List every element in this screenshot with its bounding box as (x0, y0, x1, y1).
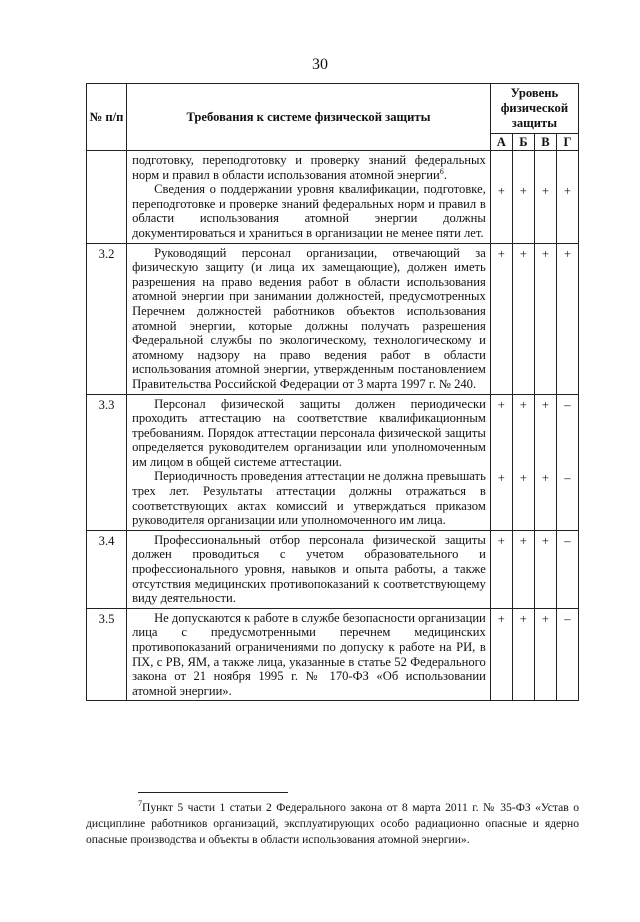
footnote-ref: 6 (439, 166, 444, 176)
level-mark: + (497, 247, 505, 262)
level-mark: + (519, 612, 527, 627)
level-mark-cell (512, 394, 534, 530)
level-mark: + (519, 183, 527, 198)
requirement-paragraph (132, 469, 486, 527)
table-row (87, 394, 579, 530)
table-row (87, 151, 579, 244)
level-mark: + (519, 247, 527, 262)
level-mark-cell (512, 151, 534, 244)
level-mark-cell (534, 394, 556, 530)
row-number: 3.2 (87, 243, 127, 394)
paragraph-text: Сведения о поддержании уровня квалификации, подготовке, переподготовке и проверке знаний федеральных норм и правил в области использования атомной энергии должны документироваться и храниться в организации не менее пяти лет. (132, 182, 486, 240)
level-mark-cell (490, 530, 512, 608)
footnote-text: Пункт 5 части 1 статьи 2 Федерального закона от 8 марта 2011 г. № 35-ФЗ «Устав о дисциплине работников организаций, эксплуатирующих особо радиационно опасные и ядерно опасные производства и объекты в области использования атомной энергии». (86, 801, 579, 846)
level-mark-cell (490, 151, 512, 244)
requirement-paragraph (132, 533, 486, 606)
level-mark-cell (556, 608, 578, 701)
paragraph-text: подготовку, переподготовку и проверку знаний федеральных норм и правил в области использования атомной энергии (132, 153, 486, 182)
requirement-text (127, 151, 491, 244)
row-number: 3.4 (87, 530, 127, 608)
requirement-paragraph (132, 182, 486, 240)
requirement-paragraph (132, 397, 486, 470)
level-mark: + (541, 612, 549, 627)
level-mark-cell (534, 608, 556, 701)
level-mark-cell (534, 243, 556, 394)
level-mark: + (563, 247, 571, 262)
level-mark: – (564, 398, 571, 412)
level-mark-cell (490, 608, 512, 701)
header-num: № п/п (87, 84, 127, 151)
requirement-text (127, 394, 491, 530)
paragraph-text: Не допускаются к работе в службе безопасности организации лица с предусмотренными перечнем медицинских противопоказаний ограничениями по допуску к работе на РИ, в ПХ, с РВ, ЯМ, а также лица, указанные в статье 52 Федерального закона от 21 ноября 1995 г. № 170-ФЗ «Об использовании атомной энергии». (132, 610, 486, 698)
level-mark (557, 155, 578, 170)
level-mark: + (497, 398, 505, 412)
level-mark-cell (512, 608, 534, 701)
level-mark: + (541, 534, 549, 549)
header-level: Уровень физической защиты (490, 84, 578, 134)
requirement-paragraph (132, 611, 486, 699)
level-mark (513, 155, 534, 170)
footnote-divider (138, 792, 288, 793)
requirement-text (127, 243, 491, 394)
paragraph-tail: . (443, 167, 447, 182)
requirement-text (127, 608, 491, 701)
row-number (87, 151, 127, 244)
table-row (87, 243, 579, 394)
level-mark: + (563, 183, 571, 198)
paragraph-text: Периодичность проведения аттестации не должна превышать трех лет. Результаты аттестации должны отражаться в соответствующих актах комиссий и утверждаться приказом руководителя организации или уполномоченного им лица. (132, 469, 486, 528)
table-body (87, 151, 579, 701)
footnote-marker: 7 (138, 799, 142, 809)
requirement-text (127, 530, 491, 608)
level-mark: + (541, 398, 549, 412)
level-mark: + (519, 534, 527, 549)
level-mark-cell (534, 151, 556, 244)
paragraph-text: Руководящий персонал организации, отвечающий за физическую защиту (и лица их замещающие), должен иметь разрешения на право ведения работ в области использования атомной энергии при занимании должностей, предусмотренных Перечнем должностей работников объектов использования атомной энергии, которые должны получать разрешения Федеральной службы по экологическому, технологическому и атомному надзору на право ведения работ в области использования атомной энергии, утвержденным постановлением Правительства Российской Федерации от 3 марта 1997 г. № 240. (132, 245, 486, 391)
level-mark: + (497, 534, 505, 549)
level-mark-cell (534, 530, 556, 608)
paragraph-text: Профессиональный отбор персонала физической защиты должен проводиться с учетом образовательного и профессионального уровня, навыков и опыта работы, а также отсутствия медицинских противопоказаний к соответствующему виду деятельности. (132, 532, 486, 606)
level-mark (535, 155, 556, 170)
level-mark-cell (512, 243, 534, 394)
level-mark: + (497, 470, 505, 485)
level-mark-cell (556, 530, 578, 608)
requirement-paragraph (132, 153, 486, 182)
level-mark-cell (512, 530, 534, 608)
level-mark-cell (490, 394, 512, 530)
level-mark: + (497, 183, 505, 198)
level-mark-cell (556, 243, 578, 394)
level-mark: – (564, 612, 571, 627)
level-mark: + (519, 398, 527, 412)
header-level-v: В (534, 134, 556, 151)
header-level-g: Г (556, 134, 578, 151)
level-mark (491, 155, 512, 170)
requirement-paragraph (132, 246, 486, 392)
row-number: 3.3 (87, 394, 127, 530)
footnote (86, 800, 579, 848)
level-mark-cell (556, 394, 578, 530)
requirements-table (86, 83, 579, 701)
header-level-a: А (490, 134, 512, 151)
header-level-b: Б (512, 134, 534, 151)
table-row (87, 608, 579, 701)
level-mark: – (564, 534, 571, 549)
paragraph-text: Персонал физической защиты должен периодически проходить аттестацию на соответствие квалификационным требованиям. Порядок аттестации персонала физической защиты определяется руководителем организации или уполномоченным им лицом в общей системе аттестации. (132, 396, 486, 469)
header-title: Требования к системе физической защиты (127, 84, 491, 151)
level-mark-cell (490, 243, 512, 394)
level-mark: + (497, 612, 505, 627)
level-mark: + (541, 247, 549, 262)
level-mark: + (541, 470, 549, 485)
level-mark: + (519, 470, 527, 485)
level-mark-cell (556, 151, 578, 244)
level-mark: – (564, 470, 571, 485)
table-row (87, 530, 579, 608)
page-number: 30 (312, 56, 328, 73)
row-number: 3.5 (87, 608, 127, 701)
level-mark: + (541, 183, 549, 198)
